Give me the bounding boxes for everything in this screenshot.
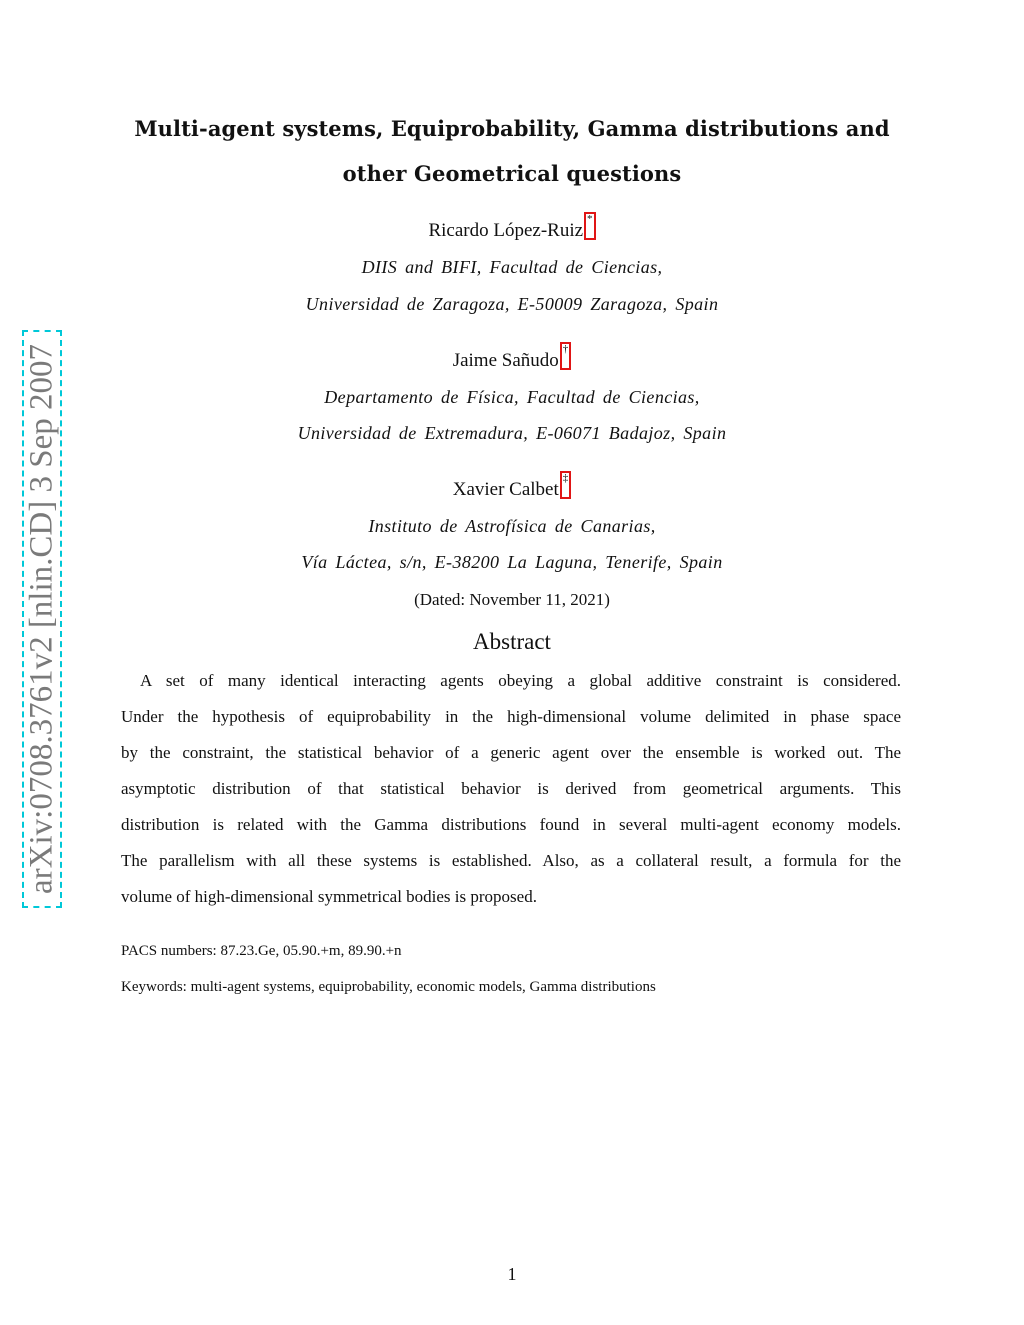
author-name: Jaime Sañudo: [452, 350, 559, 371]
abstract-heading: Abstract: [473, 629, 551, 654]
arxiv-identifier: arXiv:0708.3761v2 [nlin.CD] 3 Sep 2007: [23, 344, 60, 894]
abstract-line: asymptotic distribution of that statistical behavior is derived from geometrical arguments. This: [121, 779, 901, 798]
abstract-line: Under the hypothesis of equiprobability in the high-dimensional volume delimited in phase space: [121, 707, 901, 726]
author-block-2: [0, 343, 1024, 378]
author-block-3: [0, 472, 1024, 507]
affiliation-line: Departamento de Física, Facultad de Ciencias,: [324, 387, 700, 407]
affiliation-line: Universidad de Extremadura, E-06071 Badajoz, Spain: [297, 423, 727, 443]
dated-line: (Dated: November 11, 2021): [414, 590, 610, 609]
author-name: Ricardo López-Ruiz: [428, 220, 584, 241]
affiliation-line: Vía Láctea, s/n, E-38200 La Laguna, Tenerife, Spain: [301, 552, 723, 572]
abstract-line: A set of many identical interacting agents obeying a global additive constraint is considered.: [140, 671, 901, 690]
author-block-1: [0, 213, 1024, 248]
page-number: 1: [507, 1264, 517, 1284]
footnote-link[interactable]: *: [584, 212, 596, 240]
affiliation-line: DIIS and BIFI, Facultad de Ciencias,: [361, 257, 663, 277]
affiliation-line: Instituto de Astrofísica de Canarias,: [368, 516, 656, 536]
abstract-line: distribution is related with the Gamma distributions found in several multi-agent economy models.: [121, 815, 901, 834]
footnote-link[interactable]: †: [560, 342, 572, 370]
pacs-numbers: PACS numbers: 87.23.Ge, 05.90.+m, 89.90.+n: [121, 943, 402, 959]
keywords: Keywords: multi-agent systems, equiprobability, economic models, Gamma distributions: [121, 979, 656, 995]
paper-title-line-2: other Geometrical questions: [342, 161, 682, 186]
affiliation-line: Universidad de Zaragoza, E-50009 Zaragoza, Spain: [305, 294, 719, 314]
arxiv-sidebar-stamp[interactable]: [22, 330, 62, 908]
abstract-line: The parallelism with all these systems is established. Also, as a collateral result, a formula for the: [121, 851, 901, 870]
author-name: Xavier Calbet: [452, 479, 559, 500]
footnote-link[interactable]: ‡: [560, 471, 572, 499]
paper-title-line-1: Multi-agent systems, Equiprobability, Gamma distributions and: [134, 116, 890, 141]
abstract-line: by the constraint, the statistical behavior of a generic agent over the ensemble is worked out. The: [121, 743, 901, 762]
abstract-line: volume of high-dimensional symmetrical bodies is proposed.: [121, 887, 537, 906]
